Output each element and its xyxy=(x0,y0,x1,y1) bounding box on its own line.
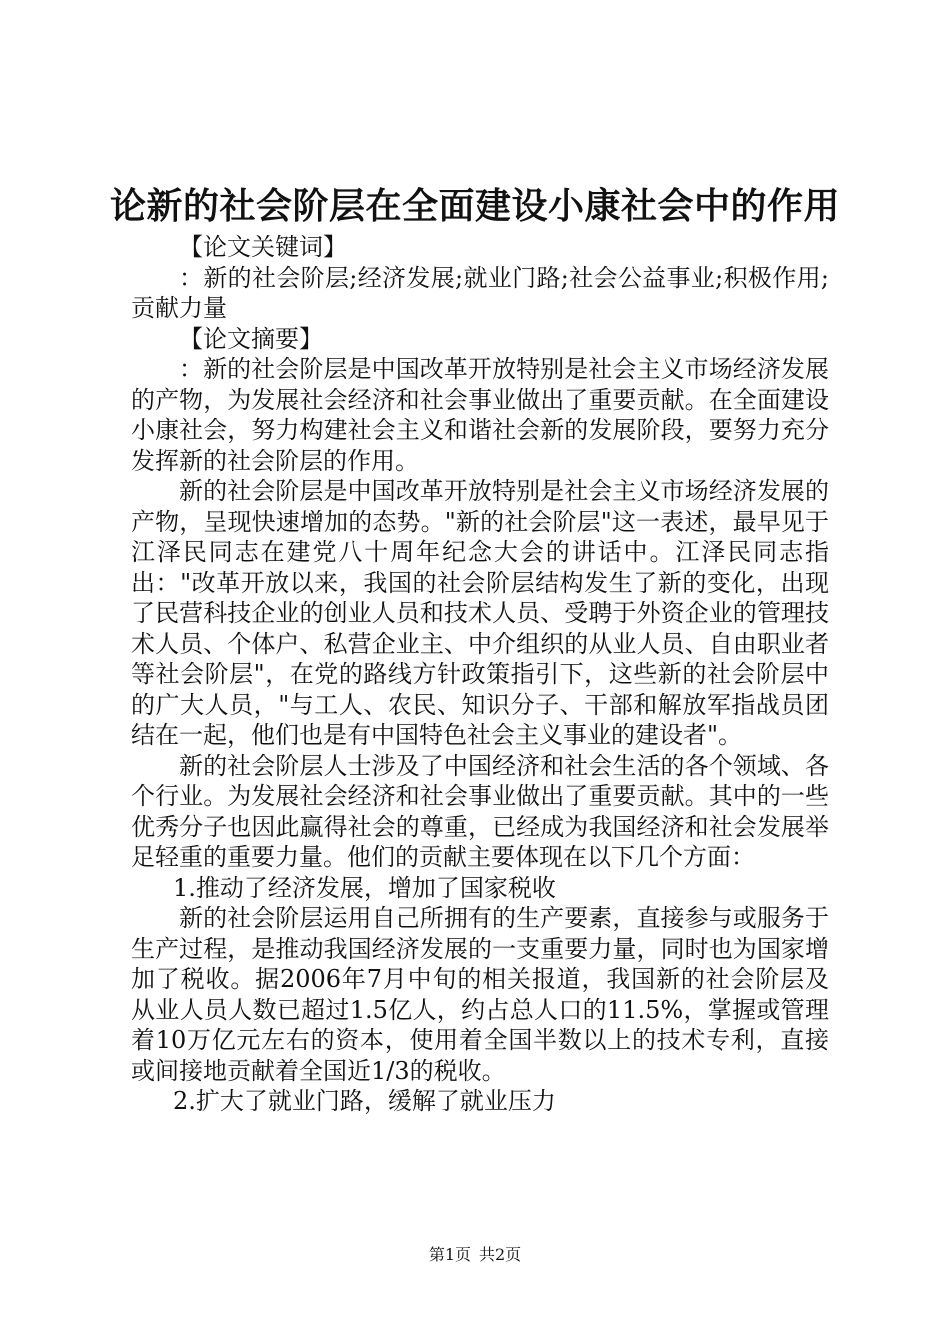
body-paragraph: 新的社会阶层是中国改革开放特别是社会主义市场经济发展的产物，呈现快速增加的态势。"新的社会阶层"这一表述，最早见于江泽民同志在建党八十周年纪念大会的讲话中。江泽民同志指出："改革开放以来，我国的社会阶层结构发生了新的变化，出现了民营科技企业的创业人员和技术人员、受聘于外资企业的管理技术人员、个体户、私营企业主、中介组织的从业人员、自由职业者等社会阶层"，在党的路线方针政策指引下，这些新的社会阶层中的广大人员，"与工人、农民、知识分子、干部和解放军指战员团结在一起，他们也是有中国特色社会主义事业的建设者"。 xyxy=(131,477,829,749)
keywords-text: ：新的社会阶层;经济发展;就业门路;社会公益事业;积极作用;贡献力量 xyxy=(131,263,829,322)
page-footer xyxy=(0,1244,950,1266)
section-heading: 2.扩大了就业门路，缓解了就业压力 xyxy=(173,1087,556,1115)
abstract-text: ：新的社会阶层是中国改革开放特别是社会主义市场经济发展的产物，为发展社会经济和社会事业做出了重要贡献。在全面建设小康社会，努力构建社会主义和谐社会新的发展阶段，要努力充分发挥新的社会阶层的作用。 xyxy=(131,355,829,475)
document-body xyxy=(131,232,829,1117)
body-paragraph: 新的社会阶层人士涉及了中国经济和社会生活的各个领域、各个行业。为发展社会经济和社会事业做出了重要贡献。其中的一些优秀分子也因此赢得社会的尊重，已经成为我国经济和社会发展举足轻重的重要力量。他们的贡献主要体现在以下几个方面： xyxy=(131,751,829,871)
page-number: 第1页 xyxy=(428,1245,471,1264)
keywords-label: 【论文关键词】 xyxy=(179,233,347,261)
abstract-label: 【论文摘要】 xyxy=(179,324,323,353)
page-total: 共2页 xyxy=(479,1245,522,1264)
section-heading: 1.推动了经济发展，增加了国家税收 xyxy=(173,873,556,902)
document-title: 论新的社会阶层在全面建设小康社会中的作用 xyxy=(109,186,840,227)
body-paragraph: 新的社会阶层运用自己所拥有的生产要素，直接参与或服务于生产过程，是推动我国经济发展的一支重要力量，同时也为国家增加了税收。据2006年7月中旬的相关报道，我国新的社会阶层及从业人员人数已超过1.5亿人，约占总人口的11.5%，掌握或管理着10万亿元左右的资本，使用着全国半数以上的技术专利，直接或间接地贡献着全国近1/3的税收。 xyxy=(131,904,829,1085)
